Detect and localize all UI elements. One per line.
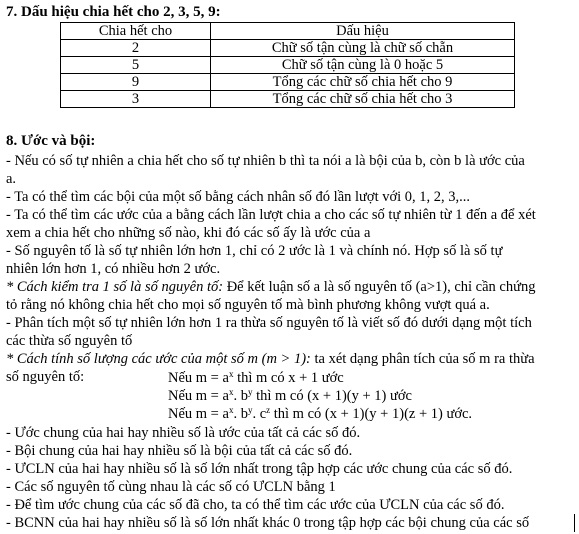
paragraph-line: - Ta có thể tìm các ước của a bằng cách lần lượt chia a cho các số tự nhiên từ 1 đến a để xét — [6, 207, 536, 223]
table-row — [61, 57, 515, 74]
formula-text: Nếu m = a — [168, 370, 229, 386]
formula-case-2 — [168, 387, 412, 405]
paragraph-line: nhiên lớn hơn 1, có nhiều hơn 2 ước. — [6, 261, 221, 277]
formula-case-1 — [168, 369, 344, 387]
count-divisors-line — [6, 350, 535, 368]
prime-check-text: Để kết luận số a là số nguyên tố (a>1), chỉ cần chứng — [223, 279, 536, 295]
paragraph-line: - Nếu có số tự nhiên a chia hết cho số tự nhiên b thì ta nói a là bội của b, còn b là ước của — [6, 153, 525, 169]
paragraph-line: - Ước chung của hai hay nhiều số là ước của tất cả các số đó. — [6, 425, 361, 441]
text-cursor — [574, 514, 575, 532]
table-cell: Tổng các chữ số chia hết cho 3 — [211, 91, 515, 108]
paragraph-line: xem a chia hết cho những số nào, khi đó các số ấy là ước của a — [6, 225, 371, 241]
formula-text: thì m có x + 1 ước — [233, 370, 344, 386]
table-row — [61, 91, 515, 108]
paragraph-line: tỏ rằng nó không chia hết cho mọi số nguyên tố mà bình phương không vượt quá a. — [6, 297, 490, 313]
paragraph-line: - Số nguyên tố là số tự nhiên lớn hơn 1, chỉ có 2 ước là 1 và chính nó. Hợp số là số tự — [6, 243, 503, 259]
table-cell: 5 — [61, 57, 211, 74]
table-row — [61, 40, 515, 57]
paragraph-line: số nguyên tố: — [6, 369, 85, 385]
section-7-heading: 7. Dấu hiệu chia hết cho 2, 3, 5, 9: — [6, 4, 221, 20]
table-header-cell: Dấu hiệu — [211, 23, 515, 40]
formula-text: . c — [252, 406, 267, 422]
paragraph-line: - Để tìm ước chung của các số đã cho, ta có thể tìm các ước của ƯCLN của các số đó. — [6, 497, 505, 513]
table-cell: Tổng các chữ số chia hết cho 9 — [211, 74, 515, 91]
table-cell: 3 — [61, 91, 211, 108]
count-divisors-text: ta xét dạng phân tích của số m ra thừa — [310, 351, 535, 367]
formula-text: thì m có (x + 1)(y + 1)(z + 1) ước. — [270, 406, 473, 422]
paragraph-line: các thừa số nguyên tố — [6, 333, 133, 349]
count-divisors-label: * Cách tính số lượng các ước của một số m (m > 1): — [6, 351, 311, 367]
paragraph-line: - Ta có thể tìm các bội của một số bằng cách nhân số đó lần lượt với 0, 1, 2, 3,... — [6, 189, 471, 205]
formula-case-3 — [168, 405, 472, 423]
formula-text: . b — [233, 406, 248, 422]
paragraph-line: - BCNN của hai hay nhiều số là số lớn nhất khác 0 trong tập hợp các bội chung của các số — [6, 515, 530, 531]
formula-text: Nếu m = a — [168, 406, 229, 422]
divisibility-table — [60, 22, 515, 108]
formula-exponent: x — [228, 387, 234, 397]
prime-check-line — [6, 278, 535, 296]
paragraph-line: - Phân tích một số tự nhiên lớn hơn 1 ra thừa số nguyên tố là viết số đó dưới dạng một tích — [6, 315, 532, 331]
table-cell: 9 — [61, 74, 211, 91]
paragraph-line: - ƯCLN của hai hay nhiều số là số lớn nhất trong tập hợp các ước chung của các số đó. — [6, 461, 513, 477]
formula-text: . b — [233, 388, 248, 404]
table-header-cell: Chia hết cho — [61, 23, 211, 40]
section-8-heading: 8. Ước và bội: — [6, 133, 96, 149]
table-cell: 2 — [61, 40, 211, 57]
formula-exponent: x — [228, 369, 234, 379]
formula-exponent: y — [247, 387, 253, 397]
table-cell: Chữ số tận cùng là 0 hoặc 5 — [211, 57, 515, 74]
formula-text: thì m có (x + 1)(y + 1) ước — [252, 388, 412, 404]
paragraph-line: - Bội chung của hai hay nhiều số là bội của tất cả các số đó. — [6, 443, 353, 459]
table-header-row — [61, 23, 515, 40]
formula-exponent: y — [247, 405, 253, 415]
formula-text: Nếu m = a — [168, 388, 229, 404]
formula-exponent: z — [266, 405, 271, 415]
table-row — [61, 74, 515, 91]
table-cell: Chữ số tận cùng là chữ số chẵn — [211, 40, 515, 57]
prime-check-label: * Cách kiểm tra 1 số là số nguyên tố: — [6, 279, 224, 295]
paragraph-line: a. — [6, 171, 17, 187]
paragraph-line: - Các số nguyên tố cùng nhau là các số có ƯCLN bằng 1 — [6, 479, 336, 495]
formula-exponent: x — [228, 405, 234, 415]
